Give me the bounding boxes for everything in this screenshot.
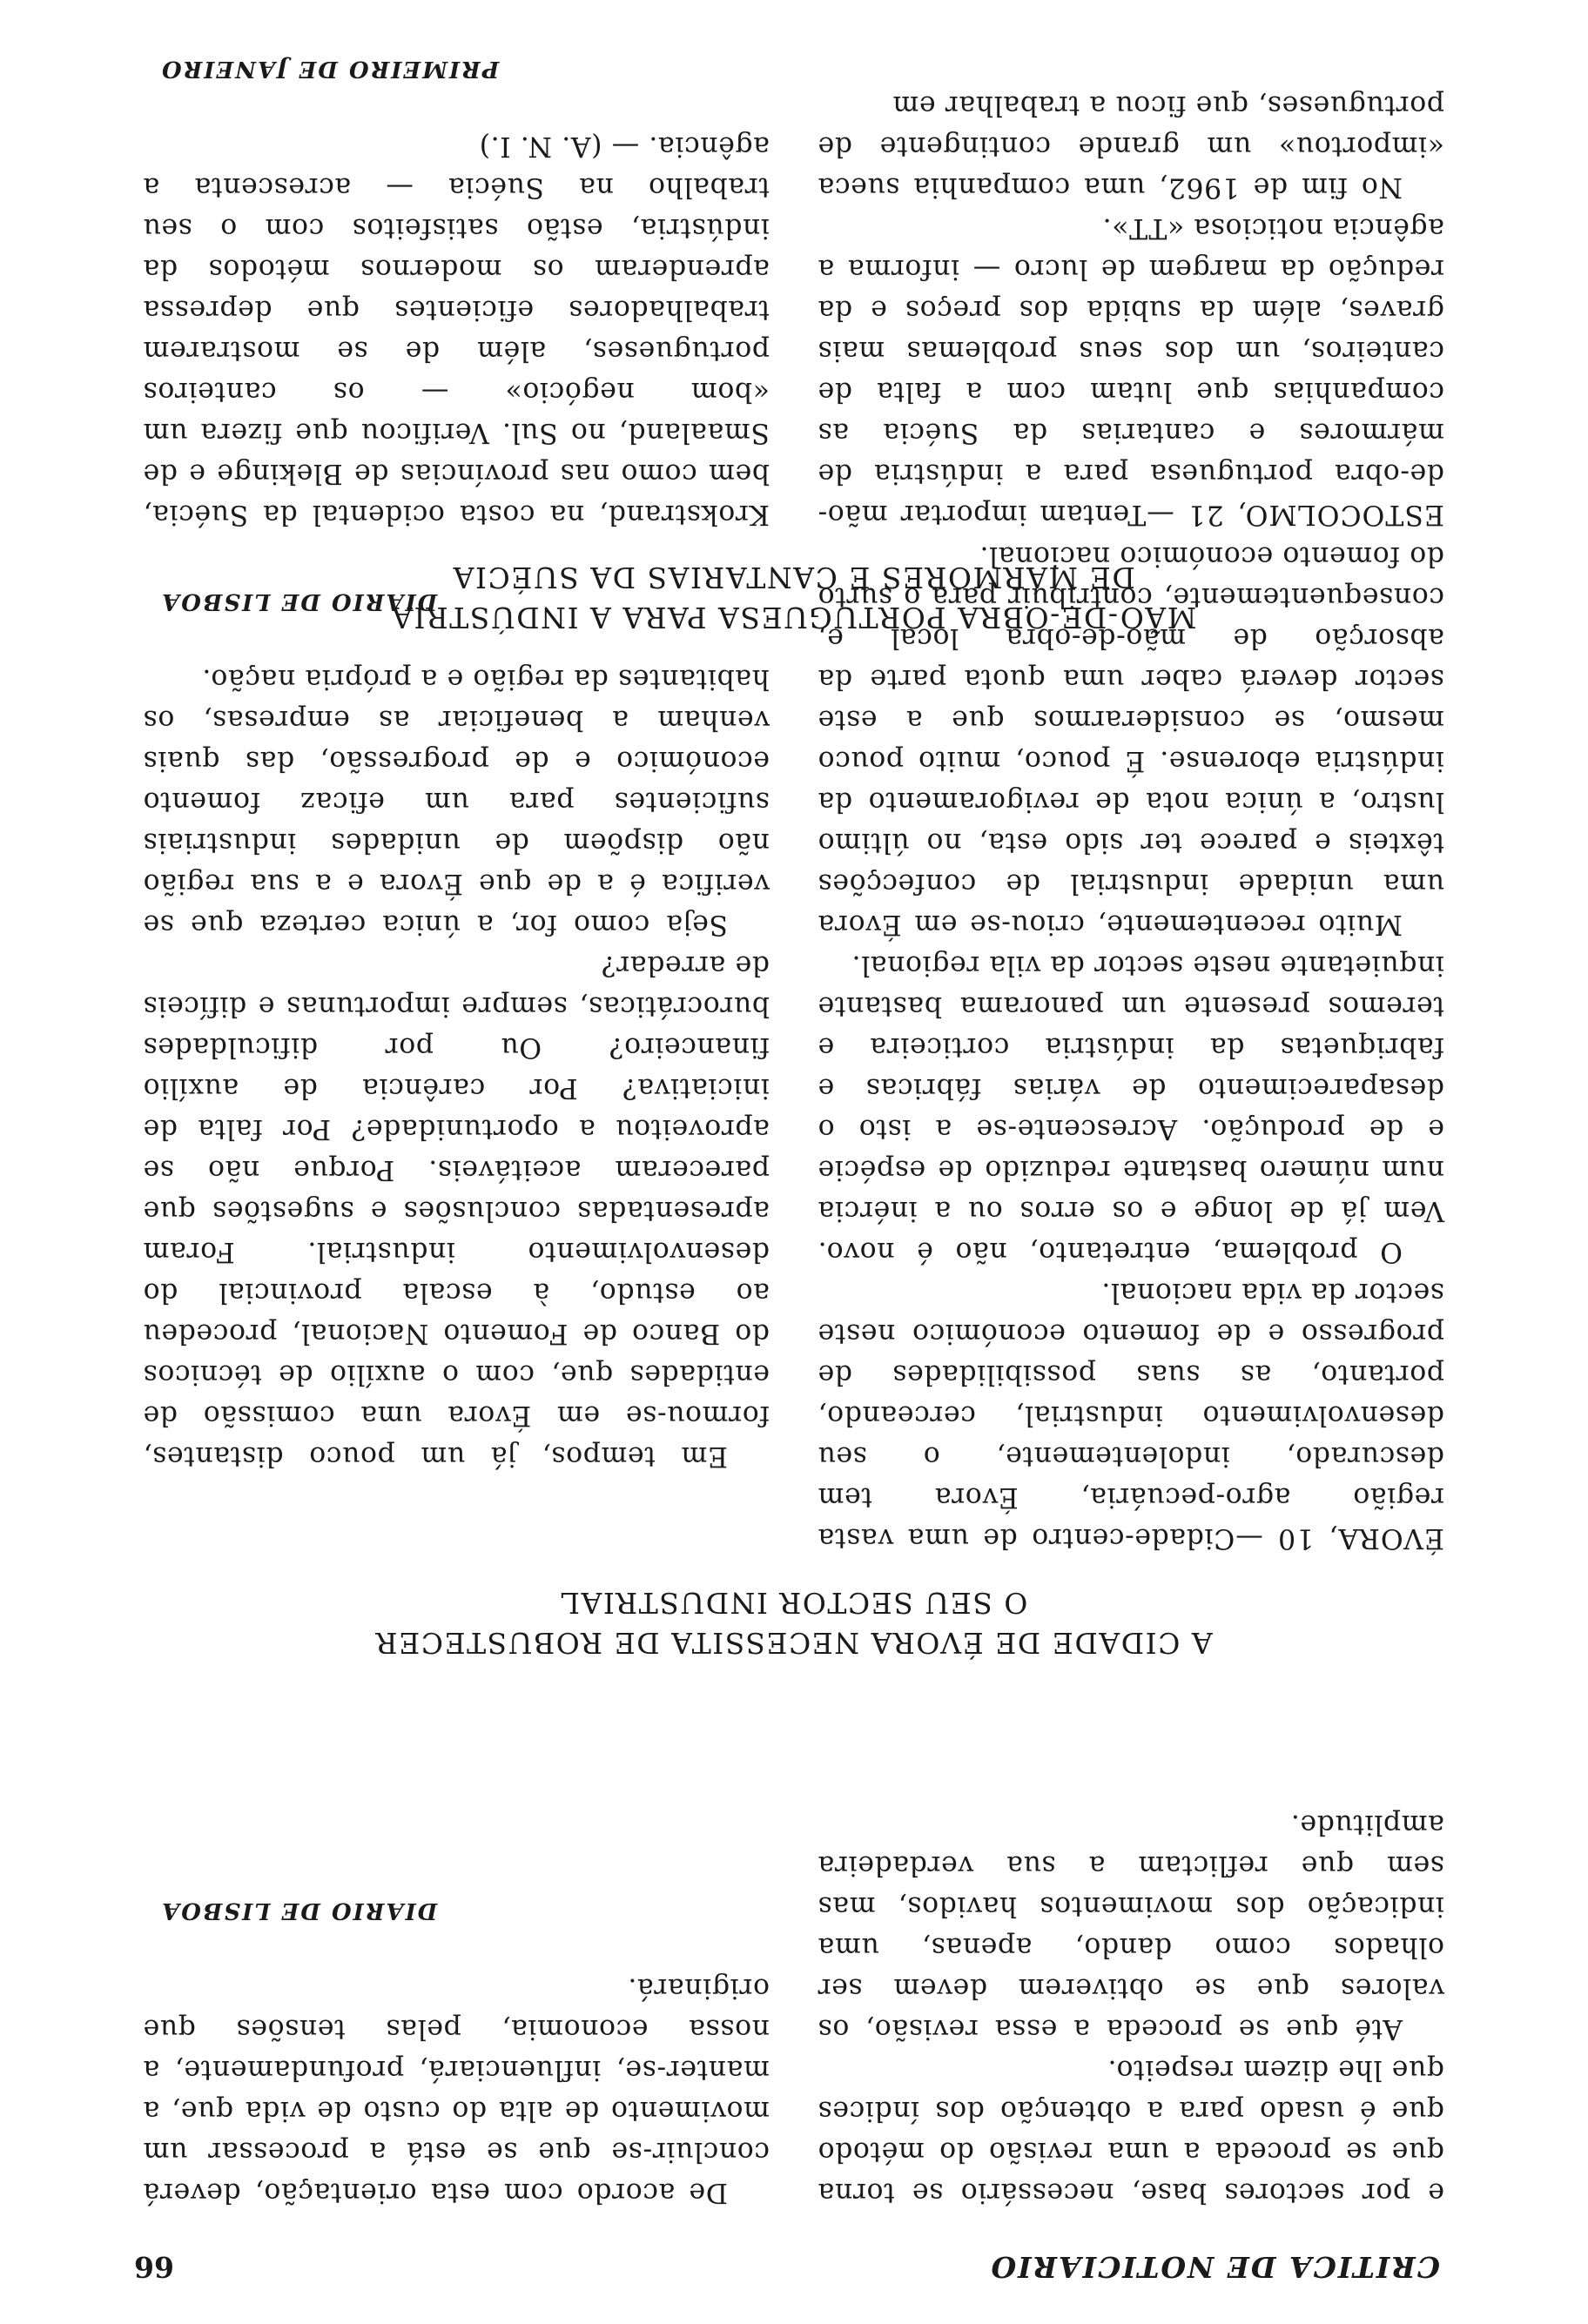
article1-left-column	[818, 535, 1444, 1558]
paragraph-text: Tentam importar mão-de-obra portuguesa para a indústria de mármores e cantarias da Suécia as companhias que lutam com a falta de canteiros, um dos seus problemas mais graves, além da subida dos preços e da redução da margem de lucro — informa a agência noticiosa «TT».	[817, 212, 1444, 530]
paragraph: Muito recentemente, criou-se em Évora uma unidade industrial de confecções têxteis e parece ter sido esta, no último lustro, a única nota de revigoramento da indústria eborense. É pouco, muito pouco mesmo, se considerarmos que a este sector deverá caber uma quota parte da absorção de mão-de-obra local e, consequentemente, contribuir para o surto do fomento económico nacional.	[818, 541, 1444, 940]
article2-right-column	[143, 48, 770, 534]
paragraph: De acordo com esta orientação, deverá concluir-se que se está a processar um movimento de alta do custo de vida que, a manter-se, influenciará, profundamente, a nossa economia, pelas tensões que originará.	[143, 1972, 770, 2208]
paragraph: No fim de 1962, uma companhia sueca «importou» um grande contingente de portugueses, que ficou a trabalhar em	[818, 90, 1444, 203]
paragraph: e por sectores base, necessário se torna que se proceda a uma revisão do método que é usado para a obtenção dos índices que lhe dizem respeito.	[818, 2054, 1444, 2208]
article1-right-column	[143, 581, 770, 1476]
paragraph	[818, 207, 1444, 534]
headline-line: MÃO-DE-OBRA PORTUGUESA PARA A INDÚSTRIA	[390, 601, 1197, 635]
paragraph: Em tempos, já um pouco distantes, formou-se em Évora uma comissão de entidades que, com o auxílio de técnicos do Banco de Fomento Nacional, procedeu ao estudo, à escala provincial do desenvolvimento industrial. Foram apresentadas conclusões e sugestões que pareceram aceitáveis. Porque não se aproveitou a oportunidade? Por falta de iniciativa? Por carência de auxílio financeiro? Ou por dificuldades burocráticas, sempre importunas e difíceis de arredar?	[143, 950, 770, 1472]
dateline: ESTOCOLMO, 21 —	[1146, 499, 1444, 530]
page-number: 66	[134, 2250, 174, 2284]
headline-line: A CIDADE DE ÉVORA NECESSITA DE ROBUSTECER	[374, 1626, 1213, 1660]
paragraph: Seja como for, a única certeza que se verifica é a de que Évora e a sua região não dispõem de unidades industriais suficientes para um eficaz fomento económico e de progressão, das quais venham a beneficiar as empresas, os habitantes da região e a própria nação.	[143, 663, 770, 940]
headline-line: O SEU SECTOR INDUSTRIAL	[559, 1586, 1028, 1620]
source-attribution: DIARIO DE LISBOA	[160, 588, 438, 615]
paragraph-text: Cidade-centro de uma vasta região agro-pecuária, Évora tem descurado, indolentemente, o seu desenvolvimento industrial, cerceando, portanto, as suas possibilidades de progresso e de fomento económico neste sector da vida nacional.	[818, 1277, 1444, 1554]
page-header	[134, 2232, 1440, 2284]
block1-right-column	[143, 1890, 770, 2213]
paragraph	[818, 1272, 1444, 1558]
paragraph: Krokstrand, na costa ocidental da Suécia, bem como nas províncias de Blekinge e de Smaaland, no Sul. Verificou que fizera um «bom negócio» — os canteiros portugueses, além de se mostrarem trabalhadores eficientes que depressa aprenderam os modernos métodos da indústria, estão satisfeitos com o seu trabalho na Suécia — acrescenta a agência. — (A. N. I.)	[143, 131, 770, 530]
block1-left-column	[818, 1803, 1444, 2213]
paragraph: Até que se proceda a essa revisão, os valores que se obtiverem devem ser olhados como dando, apenas, uma indicação dos movimentos havidos, mas sem que reflictam a sua verdadeira amplitude.	[818, 1809, 1444, 2045]
article2-left-column	[818, 84, 1444, 534]
article2-headline	[143, 557, 1444, 637]
source-attribution: PRIMEIRO DE JANEIRO	[160, 56, 500, 82]
headline-line: DE MÁRMORES E CANTARIAS DA SUÉCIA	[452, 561, 1135, 594]
source-attribution: DIARIO DE LISBOA	[160, 1897, 438, 1924]
dateline: ÉVORA, 10 —	[1235, 1522, 1444, 1554]
running-title: CRITICA DE NOTICIARIO	[989, 2250, 1440, 2284]
article1-headline	[143, 1582, 1444, 1662]
paragraph: O problema, entretanto, não é novo. Vem já de longe e os erros ou a inércia num número bastante reduzido de espécie e de produção. Acrescente-se a isto o desaparecimento de várias fábricas e fabriquetas da indústria corticeira e teremos presente um panorama bastante inquietante neste sector da vila regional.	[818, 950, 1444, 1267]
